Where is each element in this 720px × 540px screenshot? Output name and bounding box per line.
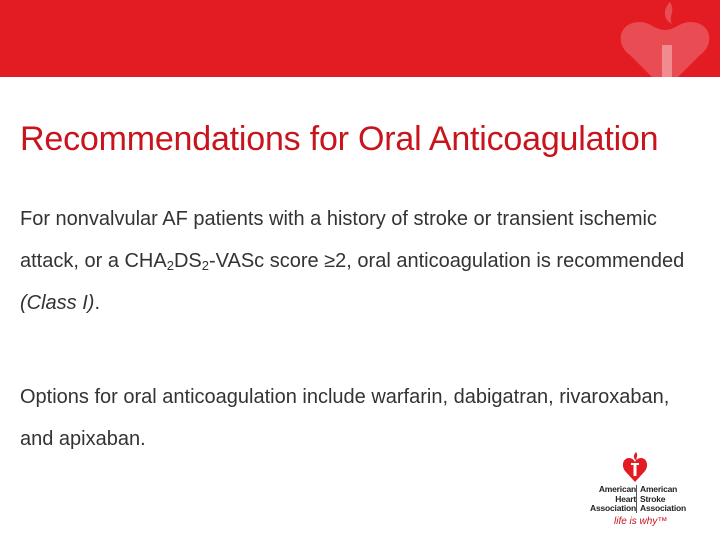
paragraph-text: DS xyxy=(173,250,202,272)
paragraph-text: For nonvalvular AF patients with a history of stroke or transient ischemic attack, or a CHA xyxy=(20,208,657,272)
heart-torch-icon xyxy=(610,0,720,77)
paragraph-text: -VASc score ≥2, oral anticoagulation is recommended xyxy=(208,250,685,272)
aha-asa-logo xyxy=(578,452,708,532)
class-label: (Class I) xyxy=(20,292,95,314)
tagline: life is why™ xyxy=(614,516,668,527)
header-banner xyxy=(0,0,720,77)
subscript: 2 xyxy=(201,258,209,273)
subscript: 2 xyxy=(166,258,174,273)
options-paragraph: Options for oral anticoagulation include warfarin, dabigatran, rivaroxaban, and apixaban. xyxy=(20,386,670,450)
slide-title: Recommendations for Oral Anticoagulation xyxy=(20,120,659,158)
paragraph-end: . xyxy=(94,292,101,314)
logo-divider xyxy=(636,485,637,513)
aha-name: American Heart Association xyxy=(590,484,636,513)
heart-torch-icon xyxy=(622,452,648,484)
recommendation-paragraph xyxy=(20,198,700,324)
asa-name: American Stroke Association xyxy=(640,484,686,513)
